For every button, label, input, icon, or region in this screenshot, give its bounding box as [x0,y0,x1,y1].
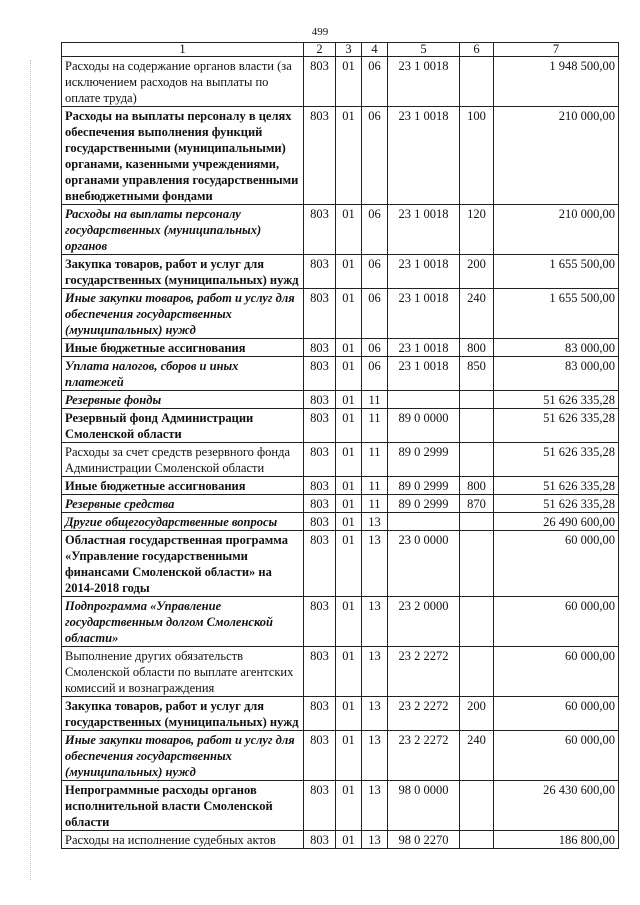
expense-type-cell: 200 [460,697,494,731]
amount-cell: 60 000,00 [494,597,619,647]
amount-cell: 60 000,00 [494,697,619,731]
row-name-cell: Выполнение других обязательств Смоленской области по выплате агентских комиссий и вознаграждения [62,647,304,697]
row-name-cell: Подпрограмма «Управление государственным долгом Смоленской области» [62,597,304,647]
amount-cell: 1 948 500,00 [494,57,619,107]
table-row [62,531,619,597]
row-name-cell: Уплата налогов, сборов и иных платежей [62,357,304,391]
section-code-cell: 01 [336,255,362,289]
amount-cell: 60 000,00 [494,531,619,597]
target-article-cell: 23 1 0018 [388,255,460,289]
table-row [62,289,619,339]
subsection-code-cell: 06 [362,289,388,339]
table-header-row [62,43,619,57]
section-code-cell: 01 [336,57,362,107]
expense-type-cell [460,597,494,647]
section-code-cell: 01 [336,443,362,477]
amount-cell: 210 000,00 [494,107,619,205]
section-code-cell: 01 [336,647,362,697]
target-article-cell [388,391,460,409]
amount-cell: 51 626 335,28 [494,409,619,443]
table-row [62,443,619,477]
subsection-code-cell: 11 [362,443,388,477]
subsection-code-cell: 13 [362,531,388,597]
amount-cell: 26 430 600,00 [494,781,619,831]
table-row [62,647,619,697]
row-name-cell: Расходы за счет средств резервного фонда Администрации Смоленской области [62,443,304,477]
table-row [62,409,619,443]
chapter-code-cell: 803 [304,513,336,531]
section-code-cell: 01 [336,513,362,531]
amount-cell: 60 000,00 [494,731,619,781]
expense-type-cell: 800 [460,477,494,495]
chapter-code-cell: 803 [304,597,336,647]
expense-type-cell: 850 [460,357,494,391]
row-name-cell: Резервные средства [62,495,304,513]
chapter-code-cell: 803 [304,205,336,255]
chapter-code-cell: 803 [304,357,336,391]
table-row [62,255,619,289]
chapter-code-cell: 803 [304,339,336,357]
target-article-cell: 23 2 2272 [388,647,460,697]
expense-type-cell [460,443,494,477]
section-code-cell: 01 [336,781,362,831]
column-header-5: 5 [388,43,460,57]
chapter-code-cell: 803 [304,647,336,697]
expense-type-cell [460,57,494,107]
row-name-cell: Расходы на исполнение судебных актов [62,831,304,849]
amount-cell: 51 626 335,28 [494,391,619,409]
section-code-cell: 01 [336,597,362,647]
row-name-cell: Закупка товаров, работ и услуг для государственных (муниципальных) нужд [62,255,304,289]
target-article-cell: 23 2 0000 [388,597,460,647]
amount-cell: 51 626 335,28 [494,477,619,495]
table-row [62,831,619,849]
table-row [62,339,619,357]
column-header-1: 1 [62,43,304,57]
row-name-cell: Резервные фонды [62,391,304,409]
subsection-code-cell: 06 [362,107,388,205]
column-header-3: 3 [336,43,362,57]
expense-type-cell [460,513,494,531]
section-code-cell: 01 [336,531,362,597]
table-row [62,205,619,255]
target-article-cell: 23 1 0018 [388,107,460,205]
subsection-code-cell: 06 [362,205,388,255]
subsection-code-cell: 06 [362,255,388,289]
chapter-code-cell: 803 [304,443,336,477]
amount-cell: 1 655 500,00 [494,255,619,289]
chapter-code-cell: 803 [304,531,336,597]
section-code-cell: 01 [336,107,362,205]
page-number: 499 [311,26,329,38]
column-header-6: 6 [460,43,494,57]
expense-type-cell: 120 [460,205,494,255]
target-article-cell: 23 2 2272 [388,731,460,781]
subsection-code-cell: 11 [362,477,388,495]
table-row [62,57,619,107]
binding-margin-dots [30,60,33,880]
subsection-code-cell: 06 [362,57,388,107]
target-article-cell: 23 2 2272 [388,697,460,731]
section-code-cell: 01 [336,391,362,409]
table-row [62,477,619,495]
amount-cell: 51 626 335,28 [494,443,619,477]
section-code-cell: 01 [336,697,362,731]
section-code-cell: 01 [336,409,362,443]
row-name-cell: Непрограммные расходы органов исполнительной власти Смоленской области [62,781,304,831]
chapter-code-cell: 803 [304,391,336,409]
target-article-cell: 23 1 0018 [388,205,460,255]
row-name-cell: Расходы на выплаты персоналу государственных (муниципальных) органов [62,205,304,255]
expense-type-cell: 100 [460,107,494,205]
target-article-cell: 98 0 0000 [388,781,460,831]
row-name-cell: Расходы на выплаты персоналу в целях обеспечения выполнения функций государственными (муниципальными) органами, казенными учреждениями, органами управления государственными внебюджетными фондами [62,107,304,205]
row-name-cell: Резервный фонд Администрации Смоленской области [62,409,304,443]
budget-table [61,42,619,849]
amount-cell: 1 655 500,00 [494,289,619,339]
section-code-cell: 01 [336,831,362,849]
target-article-cell: 23 1 0018 [388,57,460,107]
expense-type-cell [460,409,494,443]
target-article-cell: 89 0 2999 [388,477,460,495]
row-name-cell: Закупка товаров, работ и услуг для государственных (муниципальных) нужд [62,697,304,731]
chapter-code-cell: 803 [304,289,336,339]
column-header-2: 2 [304,43,336,57]
subsection-code-cell: 13 [362,831,388,849]
row-name-cell: Иные бюджетные ассигнования [62,339,304,357]
section-code-cell: 01 [336,289,362,339]
target-article-cell: 98 0 2270 [388,831,460,849]
subsection-code-cell: 11 [362,391,388,409]
table-row [62,495,619,513]
section-code-cell: 01 [336,357,362,391]
amount-cell: 210 000,00 [494,205,619,255]
section-code-cell: 01 [336,477,362,495]
chapter-code-cell: 803 [304,781,336,831]
subsection-code-cell: 13 [362,513,388,531]
column-header-4: 4 [362,43,388,57]
chapter-code-cell: 803 [304,831,336,849]
subsection-code-cell: 13 [362,697,388,731]
section-code-cell: 01 [336,731,362,781]
table-row [62,781,619,831]
amount-cell: 186 800,00 [494,831,619,849]
subsection-code-cell: 11 [362,495,388,513]
expense-type-cell [460,391,494,409]
amount-cell: 51 626 335,28 [494,495,619,513]
target-article-cell [388,513,460,531]
subsection-code-cell: 13 [362,731,388,781]
table-row [62,357,619,391]
row-name-cell: Областная государственная программа «Управление государственными финансами Смоленской области» на 2014-2018 годы [62,531,304,597]
subsection-code-cell: 06 [362,357,388,391]
target-article-cell: 23 1 0018 [388,289,460,339]
amount-cell: 26 490 600,00 [494,513,619,531]
target-article-cell: 23 1 0018 [388,357,460,391]
section-code-cell: 01 [336,205,362,255]
table-row [62,697,619,731]
expense-type-cell: 240 [460,289,494,339]
chapter-code-cell: 803 [304,495,336,513]
target-article-cell: 89 0 0000 [388,409,460,443]
subsection-code-cell: 13 [362,647,388,697]
row-name-cell: Иные закупки товаров, работ и услуг для обеспечения государственных (муниципальных) нужд [62,731,304,781]
expense-type-cell: 240 [460,731,494,781]
table-row [62,107,619,205]
table-row [62,731,619,781]
expense-type-cell [460,831,494,849]
table-row [62,597,619,647]
subsection-code-cell: 06 [362,339,388,357]
expense-type-cell [460,781,494,831]
expense-type-cell: 200 [460,255,494,289]
chapter-code-cell: 803 [304,57,336,107]
chapter-code-cell: 803 [304,107,336,205]
row-name-cell: Другие общегосударственные вопросы [62,513,304,531]
column-header-7: 7 [494,43,619,57]
chapter-code-cell: 803 [304,731,336,781]
amount-cell: 83 000,00 [494,357,619,391]
expense-type-cell: 870 [460,495,494,513]
chapter-code-cell: 803 [304,477,336,495]
chapter-code-cell: 803 [304,255,336,289]
chapter-code-cell: 803 [304,409,336,443]
amount-cell: 83 000,00 [494,339,619,357]
chapter-code-cell: 803 [304,697,336,731]
section-code-cell: 01 [336,339,362,357]
target-article-cell: 89 0 2999 [388,443,460,477]
table-row [62,391,619,409]
section-code-cell: 01 [336,495,362,513]
expense-type-cell: 800 [460,339,494,357]
row-name-cell: Иные бюджетные ассигнования [62,477,304,495]
subsection-code-cell: 13 [362,781,388,831]
expense-type-cell [460,647,494,697]
row-name-cell: Иные закупки товаров, работ и услуг для обеспечения государственных (муниципальных) нужд [62,289,304,339]
target-article-cell: 89 0 2999 [388,495,460,513]
target-article-cell: 23 1 0018 [388,339,460,357]
expense-type-cell [460,531,494,597]
row-name-cell: Расходы на содержание органов власти (за исключением расходов на выплаты по оплате труда) [62,57,304,107]
target-article-cell: 23 0 0000 [388,531,460,597]
amount-cell: 60 000,00 [494,647,619,697]
table-row [62,513,619,531]
subsection-code-cell: 11 [362,409,388,443]
subsection-code-cell: 13 [362,597,388,647]
